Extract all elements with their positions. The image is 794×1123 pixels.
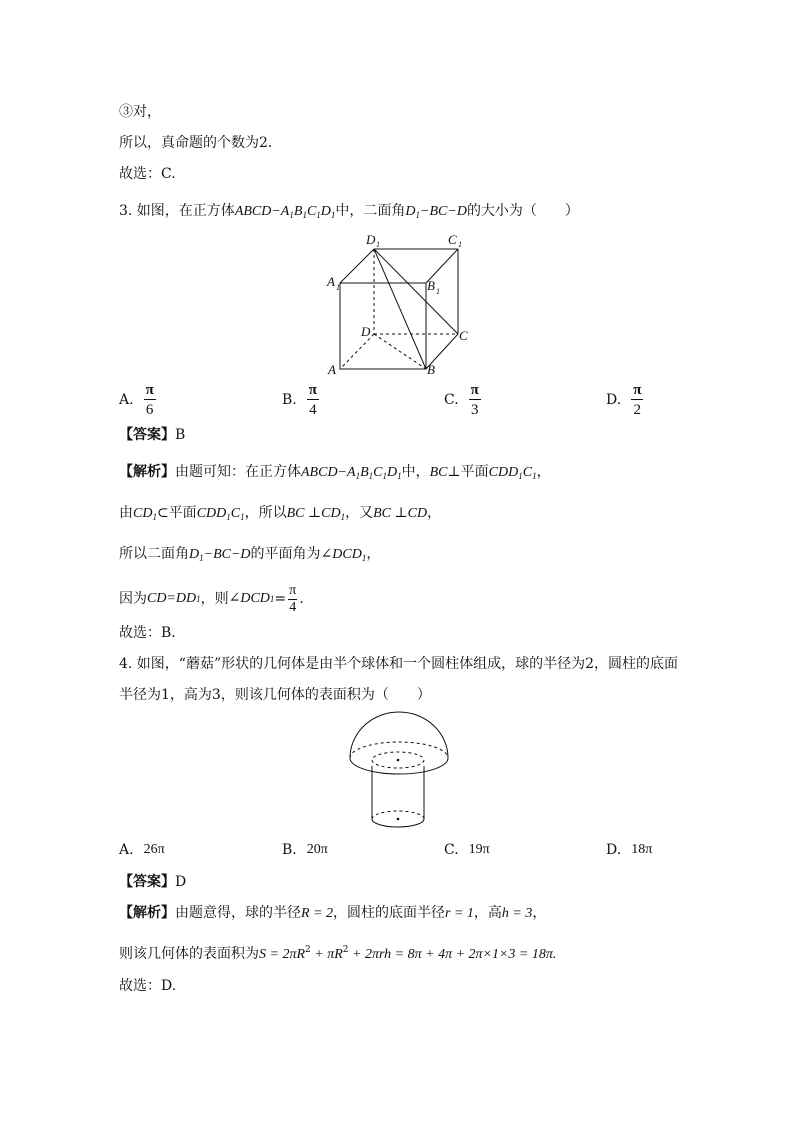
option-c[interactable]: C. $\frac{\pi}{3}$ (444, 382, 479, 418)
q3-analysis-2: 由$CD_1\subset$平面$CDD_1C_1$，所以BC $\perp CD_1$，又BC ⊥CD， (119, 505, 442, 522)
option-b[interactable]: B. $\frac{\pi}{4}$ (282, 382, 317, 418)
svg-text:1: 1 (436, 287, 440, 296)
q4-answer: 【答案】D (119, 874, 187, 890)
q4-options (119, 842, 679, 862)
option-c[interactable]: C. 19π (444, 842, 490, 858)
label-C: C (459, 328, 468, 343)
text-line: 故选：C. (119, 166, 176, 182)
question-4-stem-1: 4. 如图，“蘑菇”形状的几何体是由半个球体和一个圆柱体组成，球的半径为2，圆柱的底面 (119, 656, 679, 672)
text-line: 所以，真命题的个数为2． (119, 135, 282, 151)
question-4-stem-2: 半径为1，高为3，则该几何体的表面积为（ ） (119, 687, 431, 703)
q3-analysis-3: 所以二面角$D_1-BC-D$的平面角为$\angle DCD_1$， (119, 546, 381, 563)
label-D1: D (366, 232, 376, 247)
q4-conclusion: 故选：D. (119, 978, 177, 994)
q4-analysis-2: 则该几何体的表面积为$S = 2\pi R^2 + \pi R^2 + 2\pi rh = 8\pi + 4\pi + 2\pi\times 1\times 3 = 18\pi$. (119, 945, 557, 962)
svg-text:1: 1 (458, 240, 462, 249)
cube-figure (322, 228, 482, 378)
svg-text:1: 1 (376, 240, 380, 249)
option-a[interactable]: A. $\frac{\pi}{6}$ (119, 382, 154, 418)
q3-analysis-4: 因为 CD=DD 1 ，则 ∠DCD 1 = $\frac{\pi}{4}$ . (119, 582, 304, 615)
q3-conclusion: 故选：B. (119, 625, 176, 641)
label-A: A (328, 362, 336, 377)
q3-answer: 【答案】B (119, 427, 186, 443)
svg-text:1: 1 (336, 283, 340, 292)
text-line: ③对， (119, 104, 161, 120)
label-B1: B (427, 278, 435, 293)
mushroom-figure (344, 708, 454, 838)
option-d[interactable]: D. $\frac{\pi}{2}$ (606, 382, 642, 418)
label-D: D (361, 324, 371, 339)
q3-options (119, 382, 679, 422)
q3-analysis-1: 【解析】由题可知：在正方体$ABCD-A_1B_1C_1D_1$中，BC⊥平面$CDD_1C_1$， (119, 464, 551, 481)
q4-analysis-1: 【解析】由题意得，球的半径R = 2，圆柱的底面半径r = 1，高h = 3， (119, 905, 547, 921)
option-d[interactable]: D. 18π (606, 842, 653, 858)
option-a[interactable]: A. 26π (119, 842, 165, 858)
option-b[interactable]: B. 20π (282, 842, 328, 858)
label-C1: C (448, 232, 457, 247)
label-A1: A (327, 274, 335, 289)
question-3-stem: 3. 如图，在正方体$ABCD-A_1B_1C_1D_1$中，二面角$D_1-BC-D$的大小为（ ） (119, 203, 579, 220)
label-B: B (427, 362, 435, 377)
